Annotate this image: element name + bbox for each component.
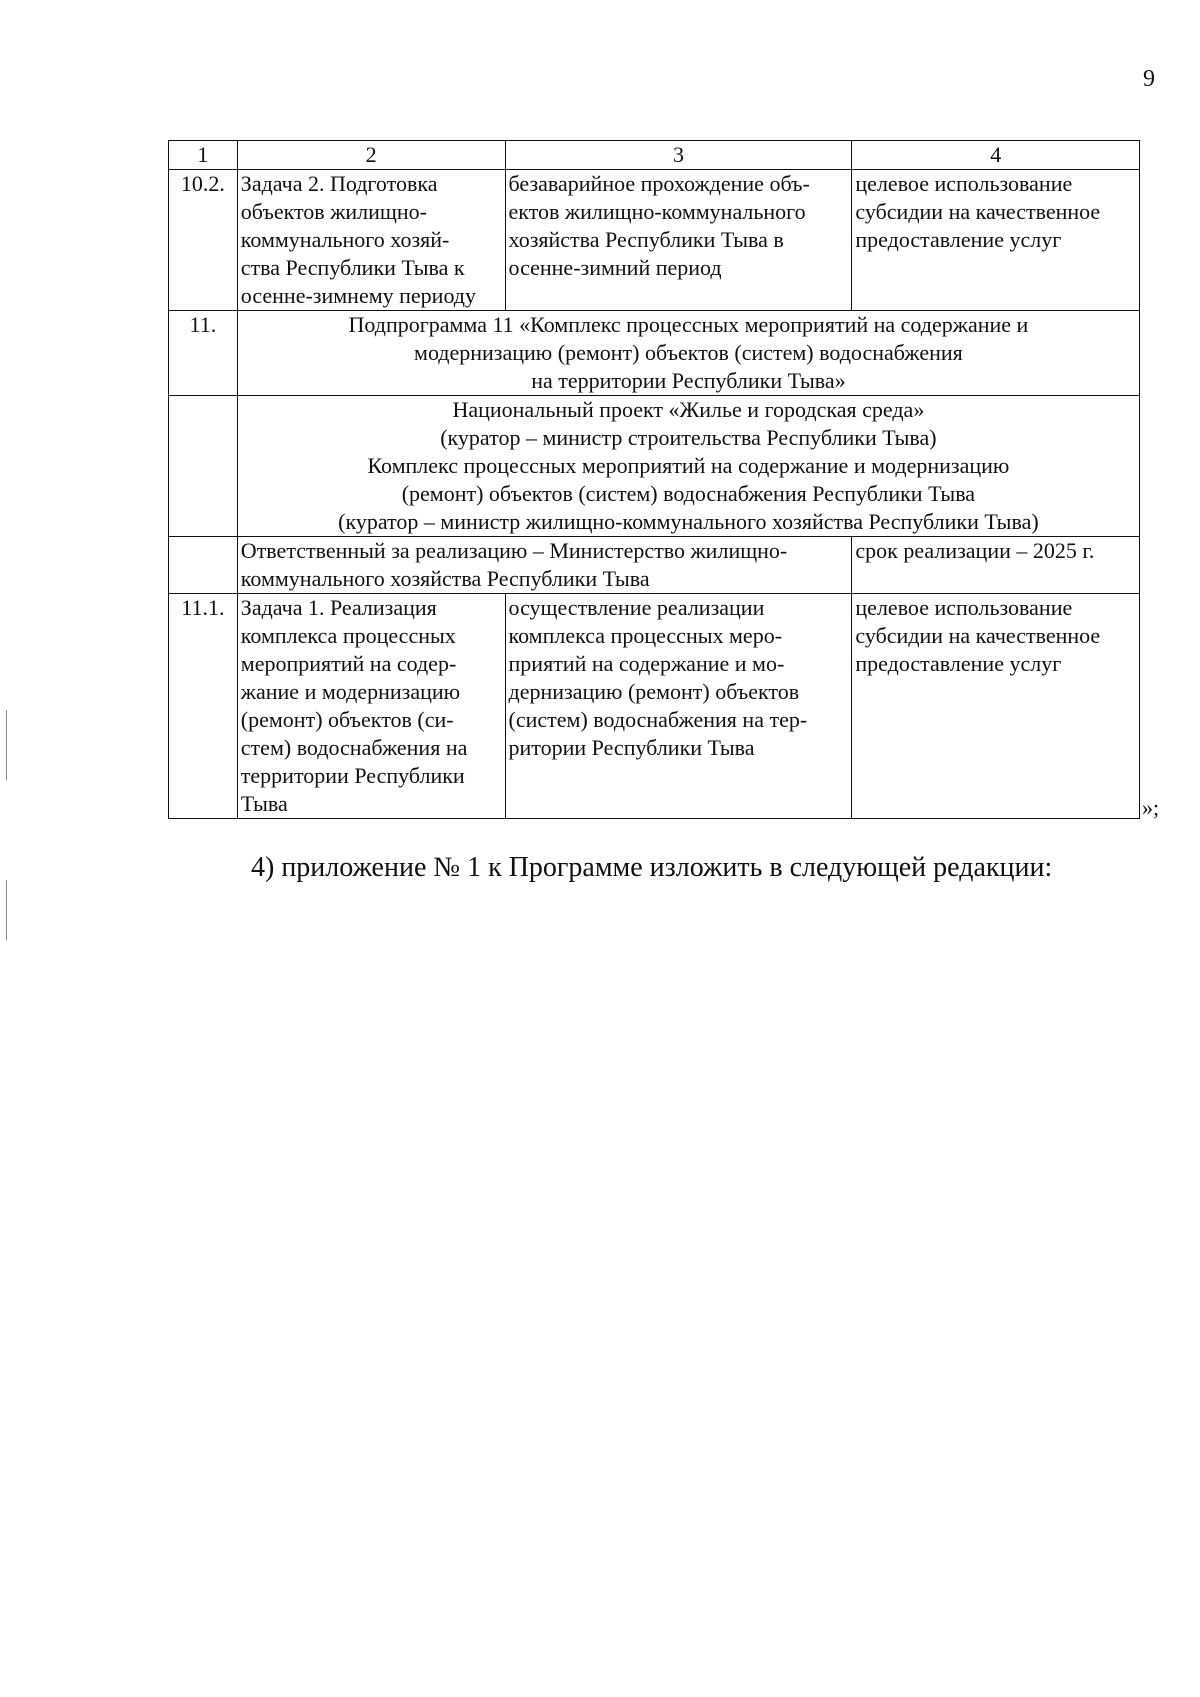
program-table (168, 140, 1140, 819)
task-line: жание и модернизацию (240, 679, 461, 704)
task-line: (ремонт) объектов (си- (240, 707, 454, 732)
header-cell-4: 4 (852, 141, 1140, 170)
task-line: комплекса процессных (240, 623, 456, 648)
table-row-11 (169, 311, 1140, 396)
task-line: мероприятий на содер- (240, 651, 457, 676)
table-row-10-2 (169, 170, 1140, 311)
task-cell (237, 594, 505, 819)
indicator-line: целевое использование (855, 595, 1073, 620)
task-line: коммунального хозяй- (240, 227, 450, 252)
project-line: (ремонт) объектов (систем) водоснабжения Республики Тыва (401, 481, 976, 506)
subprogram-line: Подпрограмма 11 «Комплекс процессных мероприятий на содержание и (348, 312, 1029, 337)
task-line: Задача 1. Реализация (240, 595, 437, 620)
indicator-line: субсидии на качественное (855, 199, 1101, 224)
result-cell (505, 170, 852, 311)
result-line: безаварийное прохождение объ- (508, 171, 810, 196)
result-cell (505, 594, 852, 819)
indicator-line: субсидии на качественное (855, 623, 1101, 648)
table-row-11-1 (169, 594, 1140, 819)
task-line: Задача 2. Подготовка (240, 171, 438, 196)
responsible-line: коммунального хозяйства Республики Тыва (240, 566, 650, 591)
indicator-line: предоставление услуг (855, 227, 1062, 252)
task-line: осенне-зимнему периоду (240, 283, 476, 308)
task-line: территории Республики (240, 763, 465, 788)
project-line: Комплекс процессных мероприятий на содержание и модернизацию (367, 453, 1010, 478)
responsible-line: Ответственный за реализацию – Министерство жилищно- (240, 538, 788, 563)
result-line: приятий на содержание и мо- (508, 651, 785, 676)
row-number: 10.2. (169, 170, 238, 311)
indicator-line: предоставление услуг (855, 651, 1062, 676)
row-number: 11. (169, 311, 238, 396)
indicator-cell (852, 594, 1140, 819)
table-row-responsible (169, 537, 1140, 594)
task-line: ства Республики Тыва к (240, 255, 465, 280)
result-line: (систем) водоснабжения на тер- (508, 707, 808, 732)
header-cell-2: 2 (237, 141, 505, 170)
term-cell: срок реализации – 2025 г. (852, 537, 1140, 594)
task-line: Тыва (240, 791, 288, 816)
subprogram-line: модернизацию (ремонт) объектов (систем) водоснабжения (414, 340, 963, 365)
result-line: осуществление реализации (508, 595, 765, 620)
row-number: 11.1. (169, 594, 238, 819)
indicator-line: целевое использование (855, 171, 1073, 196)
task-line: стем) водоснабжения на (240, 735, 468, 760)
page-number: 9 (1143, 66, 1155, 92)
closing-quote: »; (1142, 795, 1160, 820)
header-cell-1: 1 (169, 141, 238, 170)
task-line: объектов жилищно- (240, 199, 427, 224)
project-line: (куратор – министр жилищно-коммунального хозяйства Республики Тыва) (338, 509, 1039, 534)
header-cell-3: 3 (505, 141, 852, 170)
scan-margin-mark (6, 710, 7, 780)
responsible-cell (237, 537, 852, 594)
project-line: Национальный проект «Жилье и городская среда» (452, 397, 925, 422)
empty-number-cell (169, 537, 238, 594)
result-line: дернизацию (ремонт) объектов (508, 679, 800, 704)
subprogram-title-cell (237, 311, 1139, 396)
result-line: комплекса процессных меро- (508, 623, 783, 648)
table-header-row (169, 141, 1140, 170)
empty-number-cell (169, 396, 238, 537)
task-cell (237, 170, 505, 311)
project-line: (куратор – министр строительства Республики Тыва) (440, 425, 937, 450)
result-line: ритории Республики Тыва (508, 735, 755, 760)
result-line: осенне-зимний период (508, 255, 722, 280)
result-line: хозяйства Республики Тыва в (508, 227, 784, 252)
table-row-project (169, 396, 1140, 537)
scan-margin-mark (6, 880, 7, 940)
indicator-cell (852, 170, 1140, 311)
subprogram-line: на территории Республики Тыва» (531, 368, 846, 393)
result-line: ектов жилищно-коммунального (508, 199, 806, 224)
amendment-paragraph: 4) приложение № 1 к Программе изложить в следующей редакции: (251, 852, 1053, 883)
project-cell (237, 396, 1139, 537)
